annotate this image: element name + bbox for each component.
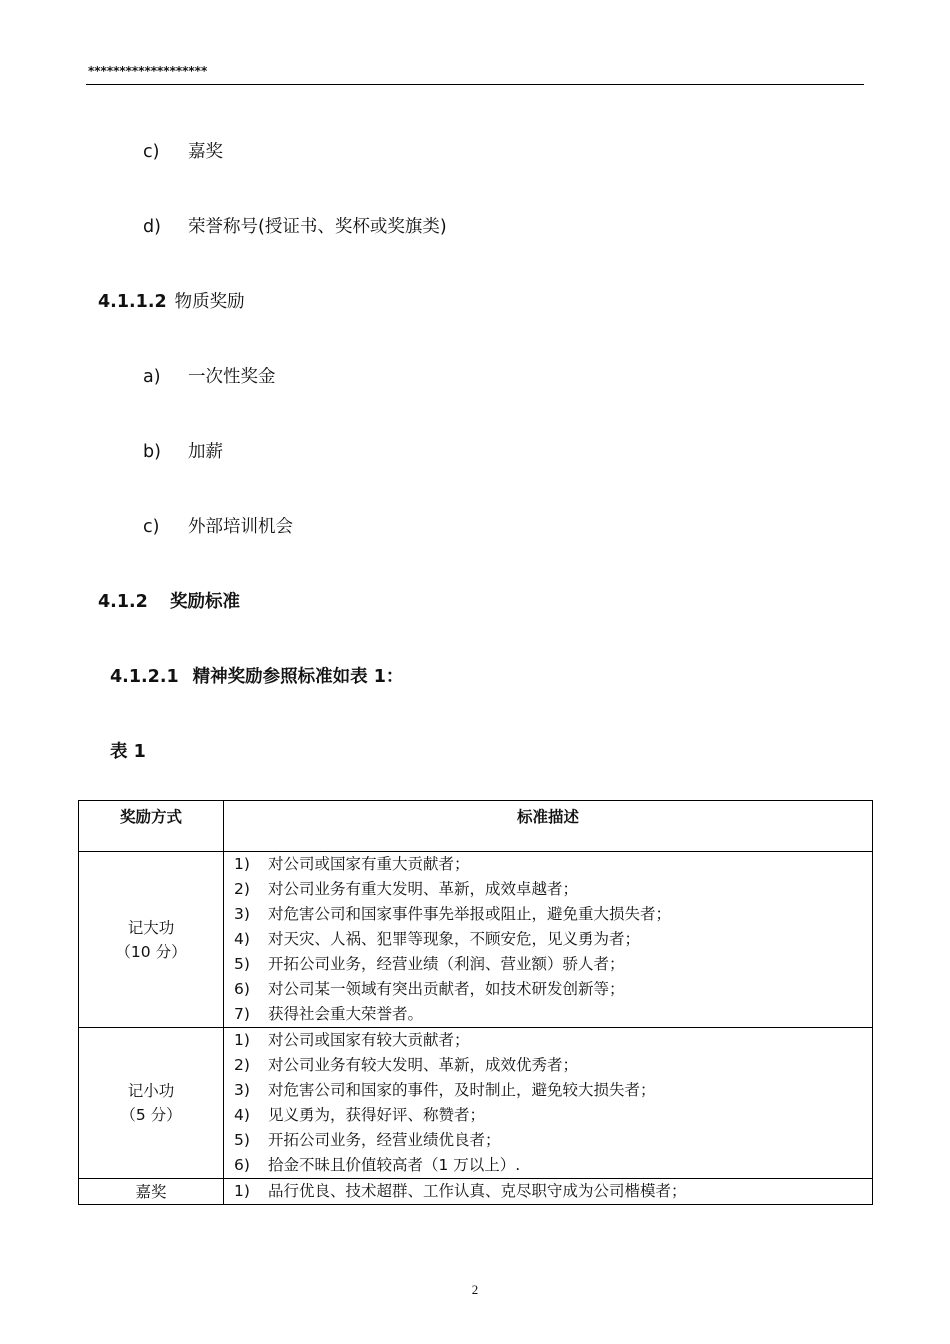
list-item-text: 嘉奖 [188,142,223,162]
list-item [143,438,223,463]
section-number: 4.1.1.2 [98,292,167,312]
list-item-label: c) [143,142,160,162]
list-item-label: b) [143,442,161,462]
award-type-cell [79,852,224,1028]
criterion-item: 6) 拾金不昧且价值较高者（1 万以上）. [234,1156,521,1174]
list-item-text: 加薪 [188,442,223,462]
award-points: （10 分） [115,942,187,961]
criterion-item: 5) 开拓公司业务，经营业绩优良者； [234,1131,501,1149]
list-item-label: c) [143,517,160,537]
header-stars: ******************* [88,64,208,78]
table-caption: 表 1 [110,742,146,762]
award-type: 记大功 [127,918,175,937]
criterion-item: 4) 见义勇为，获得好评、称赞者； [234,1106,486,1124]
table-row [79,1179,873,1205]
award-type-cell [79,1028,224,1179]
section-heading-standard [98,588,240,613]
section-title: 物质奖励 [174,292,245,312]
section-heading-spiritual-ref [110,663,403,688]
criterion-item: 6) 对公司某一领域有突出贡献者，如技术研发创新等； [234,980,625,998]
column-header-description: 标准描述 [224,801,873,852]
list-item [143,363,276,388]
list-item-label: a) [143,367,161,387]
award-type-cell [79,1179,224,1205]
criterion-item: 1) 对公司或国家有较大贡献者； [234,1031,470,1049]
description-cell [224,852,873,1028]
award-type: 记小功 [127,1082,175,1100]
table-row [79,852,873,1028]
criterion-item: 3) 对危害公司和国家的事件，及时制止，避免较大损失者； [234,1081,656,1099]
table-row [79,1028,873,1179]
criterion-item: 1) 品行优良、技术超群、工作认真、克尽职守成为公司楷模者； [234,1182,687,1200]
criterion-item: 4) 对天灾、人祸、犯罪等现象，不顾安危，见义勇为者； [234,930,641,948]
criterion-item: 7) 获得社会重大荣誉者。 [234,1005,424,1023]
award-standards-table [78,800,873,1205]
page-number: 2 [471,1282,479,1297]
list-item-text: 外部培训机会 [188,517,293,537]
criterion-item: 1) 对公司或国家有重大贡献者； [234,855,470,873]
section-number: 4.1.2.1 [110,667,179,687]
list-item-text: 荣誉称号(授证书、奖杯或奖旗类) [188,217,447,237]
section-number: 4.1.2 [98,592,148,612]
criterion-item: 3) 对危害公司和国家事件事先举报或阻止，避免重大损失者； [234,905,672,923]
list-item-text: 一次性奖金 [188,367,276,387]
award-type: 嘉奖 [135,1182,167,1201]
list-item [143,138,223,163]
list-item [143,513,293,538]
section-heading-material [98,288,245,313]
section-title: 奖励标准 [170,592,240,612]
criterion-item: 2) 对公司业务有重大发明、革新，成效卓越者； [234,880,579,898]
section-title: 精神奖励参照标准如表 1： [192,667,404,687]
table-header-row [79,801,873,852]
header-rule [86,84,864,85]
award-points: （5 分） [120,1106,182,1124]
criterion-item: 5) 开拓公司业务，经营业绩（利润、营业额）骄人者； [234,955,625,973]
description-cell [224,1179,873,1205]
column-header-type: 奖励方式 [79,801,224,852]
list-item [143,213,447,238]
description-cell [224,1028,873,1179]
criterion-item: 2) 对公司业务有较大发明、革新，成效优秀者； [234,1056,579,1074]
list-item-label: d) [143,217,161,237]
